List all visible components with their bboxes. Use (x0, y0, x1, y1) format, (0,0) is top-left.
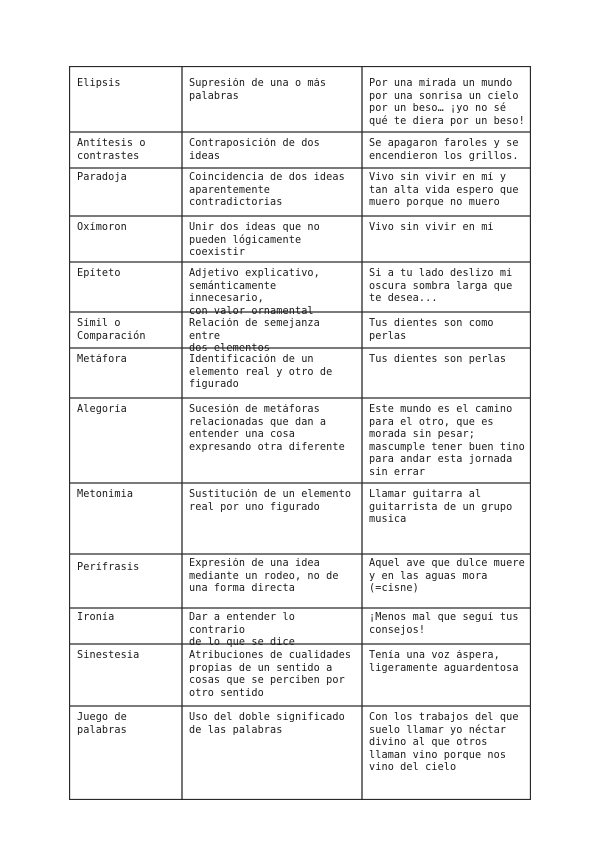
definition-cell: Sustitución de un elemento real por uno figurado (189, 489, 352, 513)
term-cell: Alegoría (77, 404, 127, 415)
term-cell: Perífrasis (77, 562, 140, 573)
example-cell: Este mundo es el camino para el otro, que es morada sin pesar; mascumple tener buen tino para andar esta jornada sin errar (369, 404, 525, 478)
example-cell: Se apagaron faroles y se encendieron los grillos. (369, 138, 519, 162)
figures-table (69, 66, 531, 800)
definition-cell: Supresión de una o más palabras (189, 78, 327, 102)
term-cell: Juego de palabras (77, 712, 127, 736)
example-cell: Tenía una voz áspera, ligeramente aguardentosa (369, 650, 519, 674)
example-cell: Si a tu lado deslizo mi oscura sombra larga que te desea... (369, 268, 513, 305)
definition-cell: Coincidencia de dos ideas aparentemente contradictorias (189, 172, 345, 209)
term-cell: Metáfora (77, 354, 127, 365)
term-cell: Elipsis (77, 78, 121, 89)
term-cell: Metonimia (77, 489, 134, 500)
term-cell: Paradoja (77, 172, 127, 183)
term-cell: Ironía (77, 612, 115, 623)
definition-cell: Uso del doble significado de las palabras (189, 712, 345, 736)
term-cell: Epíteto (77, 268, 121, 279)
definition-cell: Contraposición de dos ideas (189, 138, 320, 162)
example-cell: Tus dientes son como perlas (369, 318, 494, 342)
example-cell: Tus dientes son perlas (369, 354, 507, 365)
term-cell: Sinestesia (77, 650, 140, 661)
definition-cell: Identificación de un elemento real y otro de figurado (189, 354, 333, 391)
example-cell: Por una mirada un mundo por una sonrisa un cielo por un beso… ¡yo no sé qué te diera por un beso! (369, 78, 525, 127)
example-cell: ¡Menos mal que seguí tus consejos! (369, 612, 519, 636)
term-cell: Antítesis o contrastes (77, 138, 146, 162)
definition-cell: Atribuciones de cualidades propias de un sentido a cosas que se perciben por otro sentido (189, 650, 352, 699)
example-cell: Llamar guitarra al guitarrista de un grupo musica (369, 489, 513, 526)
example-cell: Vivo sin vivir en mí y tan alta vida espero que muero porque no muero (369, 172, 519, 209)
term-cell: Oxímoron (77, 222, 127, 233)
definition-cell: Expresión de una idea mediante un rodeo, no de una forma directa (189, 558, 339, 595)
term-cell: Símil o Comparación (77, 318, 146, 342)
definition-cell: Adjetivo explicativo, semánticamente innecesario, con valor ornamental (189, 268, 320, 317)
definition-cell: Unir dos ideas que no pueden lógicamente coexistir (189, 222, 320, 259)
definition-cell: Sucesión de metáforas relacionadas que dan a entender una cosa expresando otra diferente (189, 404, 345, 453)
example-cell: Aquel ave que dulce muere y en las aguas mora (=cisne) (369, 558, 525, 595)
example-cell: Con los trabajos del que suelo llamar yo néctar divino al que otros llaman vino porque nos vino del cielo (369, 712, 519, 774)
definition-cell: Relación de semejanza entre dos elementos (189, 318, 320, 355)
example-cell: Vivo sin vivir en mí (369, 222, 494, 233)
definition-cell: Dar a entender lo contrario de lo que se dice (189, 612, 295, 649)
